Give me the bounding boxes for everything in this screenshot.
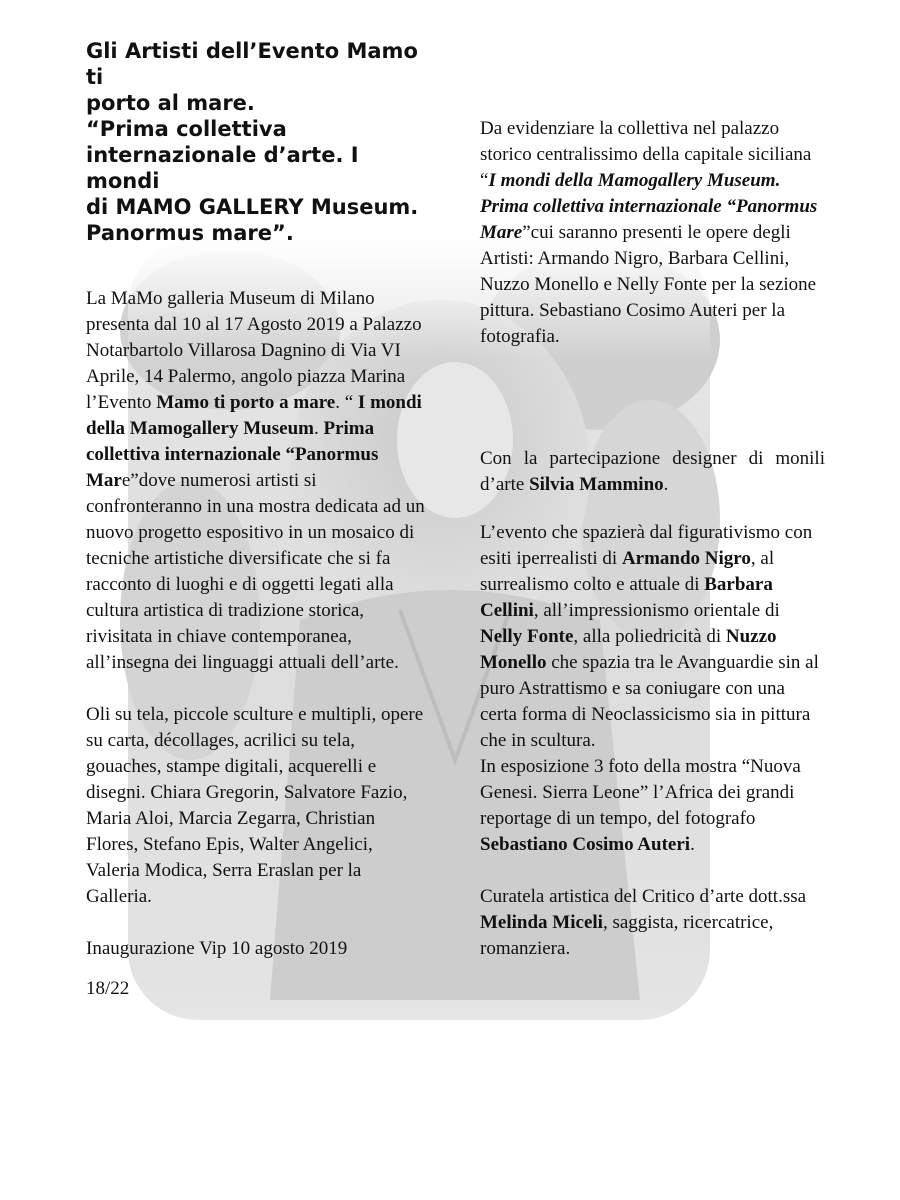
title-line: Panormus mare”. <box>86 221 294 245</box>
highlight-paragraph <box>480 116 825 350</box>
exhibition-title: I mondi della Mamogallery Museum. Prima collettiva internazionale “Panormus Mare <box>480 170 818 243</box>
curator-name: Melinda Miceli <box>480 912 603 933</box>
text-run: Curatela artistica del Critico d’arte dott.ssa <box>480 886 807 907</box>
page-number: 18/22 <box>86 978 130 999</box>
techniques-paragraph: Oli su tela, piccole sculture e multipli, opere su carta, décollages, acrilici su tela, gouaches, stampe digitali, acquerelli e disegni. Chiara Gregorin, Salvatore Fazio, Maria Aloi, Marcia Zegarra, Christian Flores, Stefano Epis, Walter Angelici, Valeria Modica, Serra Eraslan per la Galleria. <box>86 704 424 907</box>
title-line: “Prima collettiva <box>86 117 287 141</box>
text-run: , al surrealismo colto e attuale di <box>480 548 775 595</box>
text-run: . “ <box>335 392 358 413</box>
text-run: . <box>690 834 695 855</box>
photographer-name: Sebastiano Cosimo Auteri <box>480 834 691 855</box>
title-line: internazionale d’arte. I mondi <box>86 143 359 193</box>
curator-paragraph <box>480 884 825 962</box>
collective-name: Prima collettiva internazionale “Panormus Mar <box>86 418 379 491</box>
title-line: di MAMO GALLERY Museum. <box>86 195 419 219</box>
exhibition-name: I mondi della Mamogallery Museum <box>86 392 422 439</box>
text-run: , saggista, ricercatrice, romanziera. <box>480 912 774 959</box>
text-run: . <box>313 418 324 439</box>
text-run: Da evidenziare la collettiva nel palazzo storico centralissimo della capitale siciliana “ <box>480 118 812 191</box>
artist-name: Nuzzo Monello <box>480 626 777 673</box>
text-run: , all’impressionismo orientale di <box>533 600 780 621</box>
text-run: Con la partecipazione designer di monili d’arte <box>480 448 825 495</box>
text-run: ”cui saranno presenti le opere degli Artisti: Armando Nigro, Barbara Cellini, Nuzzo Monello e Nelly Fonte per la sezione pittura. Sebastiano Cosimo Auteri per la fotografia. <box>480 222 817 347</box>
inauguration-line: Inaugurazione Vip 10 agosto 2019 <box>86 938 348 959</box>
left-column <box>86 38 426 1002</box>
text-run: , alla poliedricità di <box>573 626 726 647</box>
text-run: e”dove numerosi artisti si confronteranno in una mostra dedicata ad un nuovo progetto espositivo in un mosaico di tecniche artistiche diversificate che si fa racconto di luoghi e di oggetti legati alla cultura artistica di tradizione storica, rivisitata in chiave contemporanea, all’insegna dei linguaggi attuali dell’arte. <box>86 470 425 673</box>
text-run: In esposizione 3 foto della mostra “Nuova Genesi. Sierra Leone” l’Africa dei grandi reportage di un tempo, del fotografo <box>480 756 801 829</box>
text-run: . <box>663 474 669 495</box>
title-line: porto al mare. <box>86 91 255 115</box>
designer-paragraph <box>480 446 825 498</box>
intro-paragraph <box>86 286 426 676</box>
text-run: La MaMo galleria Museum di Milano presenta dal 10 al 17 Agosto 2019 a Palazzo Notarbartolo Villarosa Dagnino di Via VI Aprile, 14 Palermo, angolo piazza Marina l’Evento <box>86 288 422 413</box>
artist-name: Barbara Cellini <box>480 574 773 621</box>
article-title <box>86 38 426 246</box>
right-column <box>480 116 825 962</box>
designer-name: Silvia Mammino <box>529 474 664 495</box>
artist-name: Nelly Fonte <box>480 626 574 647</box>
title-line: Gli Artisti dell’Evento Mamo ti <box>86 39 418 89</box>
artist-name: Armando Nigro <box>621 548 751 569</box>
text-run: che spazia tra le Avanguardie sin al puro Astrattismo e sa coniugare con una certa forma di Neoclassicismo sia in pittura che in scultura. <box>480 652 819 751</box>
event-name: Mamo ti porto a mare <box>156 392 336 413</box>
text-run: L’evento che spazierà dal figurativismo con esiti iperrealisti di <box>480 522 813 569</box>
artists-paragraph <box>480 520 825 858</box>
